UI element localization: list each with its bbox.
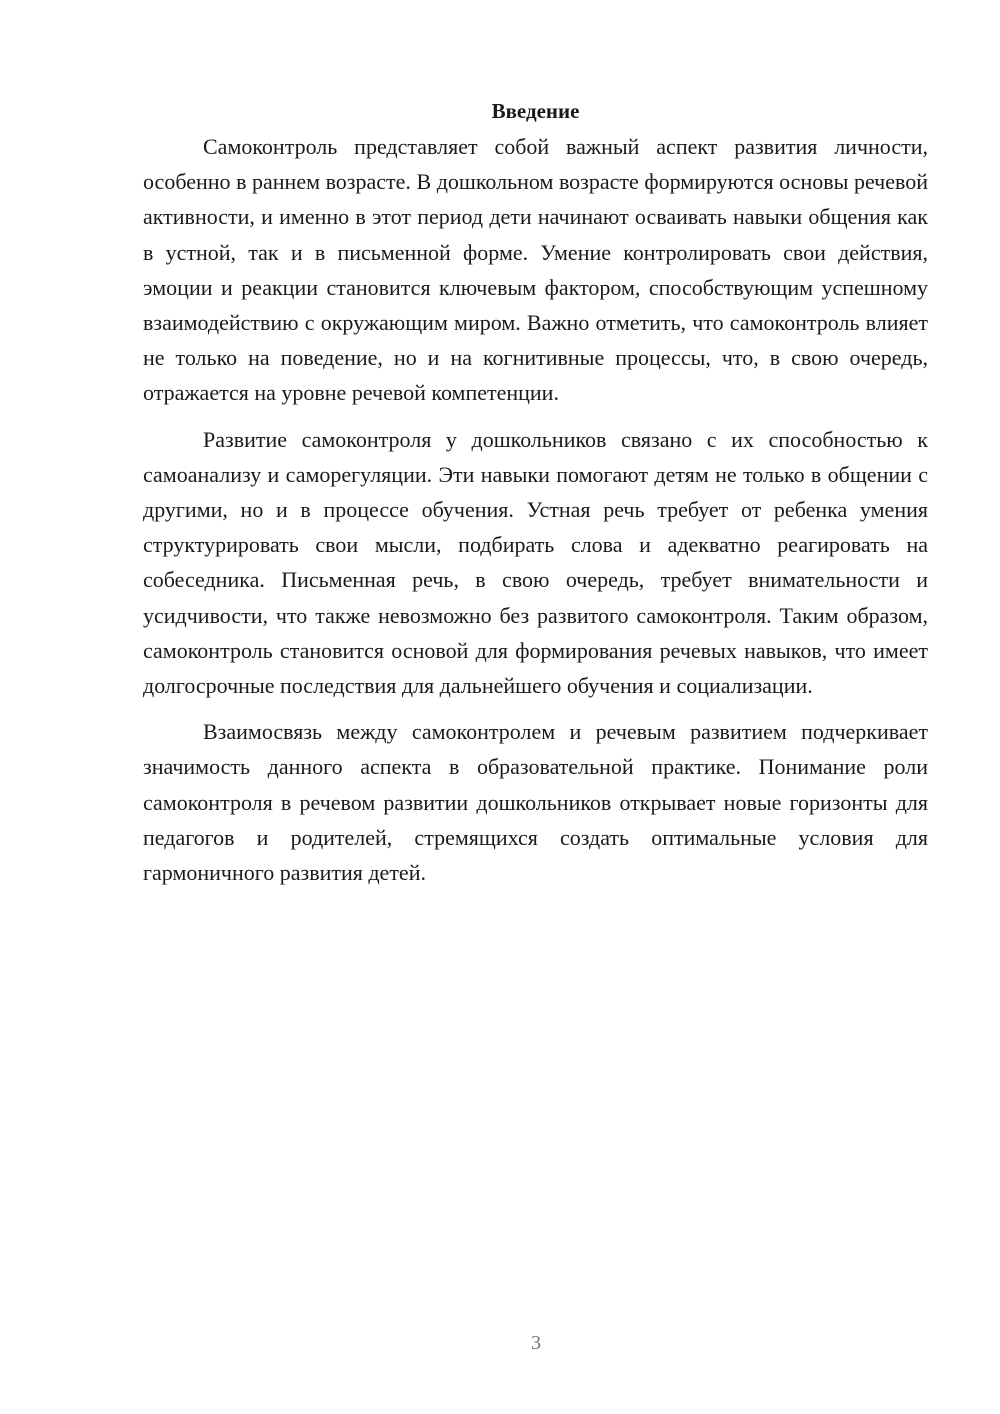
section-title: Введение (491, 99, 580, 123)
paragraph-1: Самоконтроль представляет собой важный аспект развития личности, особенно в раннем возрасте. В дошкольном возрасте формируются основы речевой активности, и именно в этот период дети начинают осваивать навыки общения как в устной, так и в письменной форме. Умение контролировать свои действия, эмоции и реакции становится ключевым фактором, способствующим успешному взаимодействию с окружающим миром. Важно отметить, что самоконтроль влияет не только на поведение, но и на когнитивные процессы, что, в свою очередь, отражается на уровне речевой компетенции. (143, 134, 928, 406)
page-number: 3 (531, 1332, 541, 1354)
paragraph-2: Развитие самоконтроля у дошкольников связано с их способностью к самоанализу и саморегуляции. Эти навыки помогают детям не только в общении с другими, но и в процессе обучения. Устная речь требует от ребенка умения структурировать свои мысли, подбирать слова и адекватно реагировать на собеседника. Письменная речь, в свою очередь, требует внимательности и усидчивости, что также невозможно без развитого самоконтроля. Таким образом, самоконтроль становится основой для формирования речевых навыков, что имеет долгосрочные последствия для дальнейшего обучения и социализации. (143, 426, 928, 699)
page-content (143, 94, 928, 890)
paragraph-3: Взаимосвязь между самоконтролем и речевым развитием подчеркивает значимость данного аспекта в образовательной практике. Понимание роли самоконтроля в речевом развитии дошкольников открывает новые горизонты для педагогов и родителей, стремящихся создать оптимальные условия для гармоничного развития детей. (143, 719, 928, 886)
